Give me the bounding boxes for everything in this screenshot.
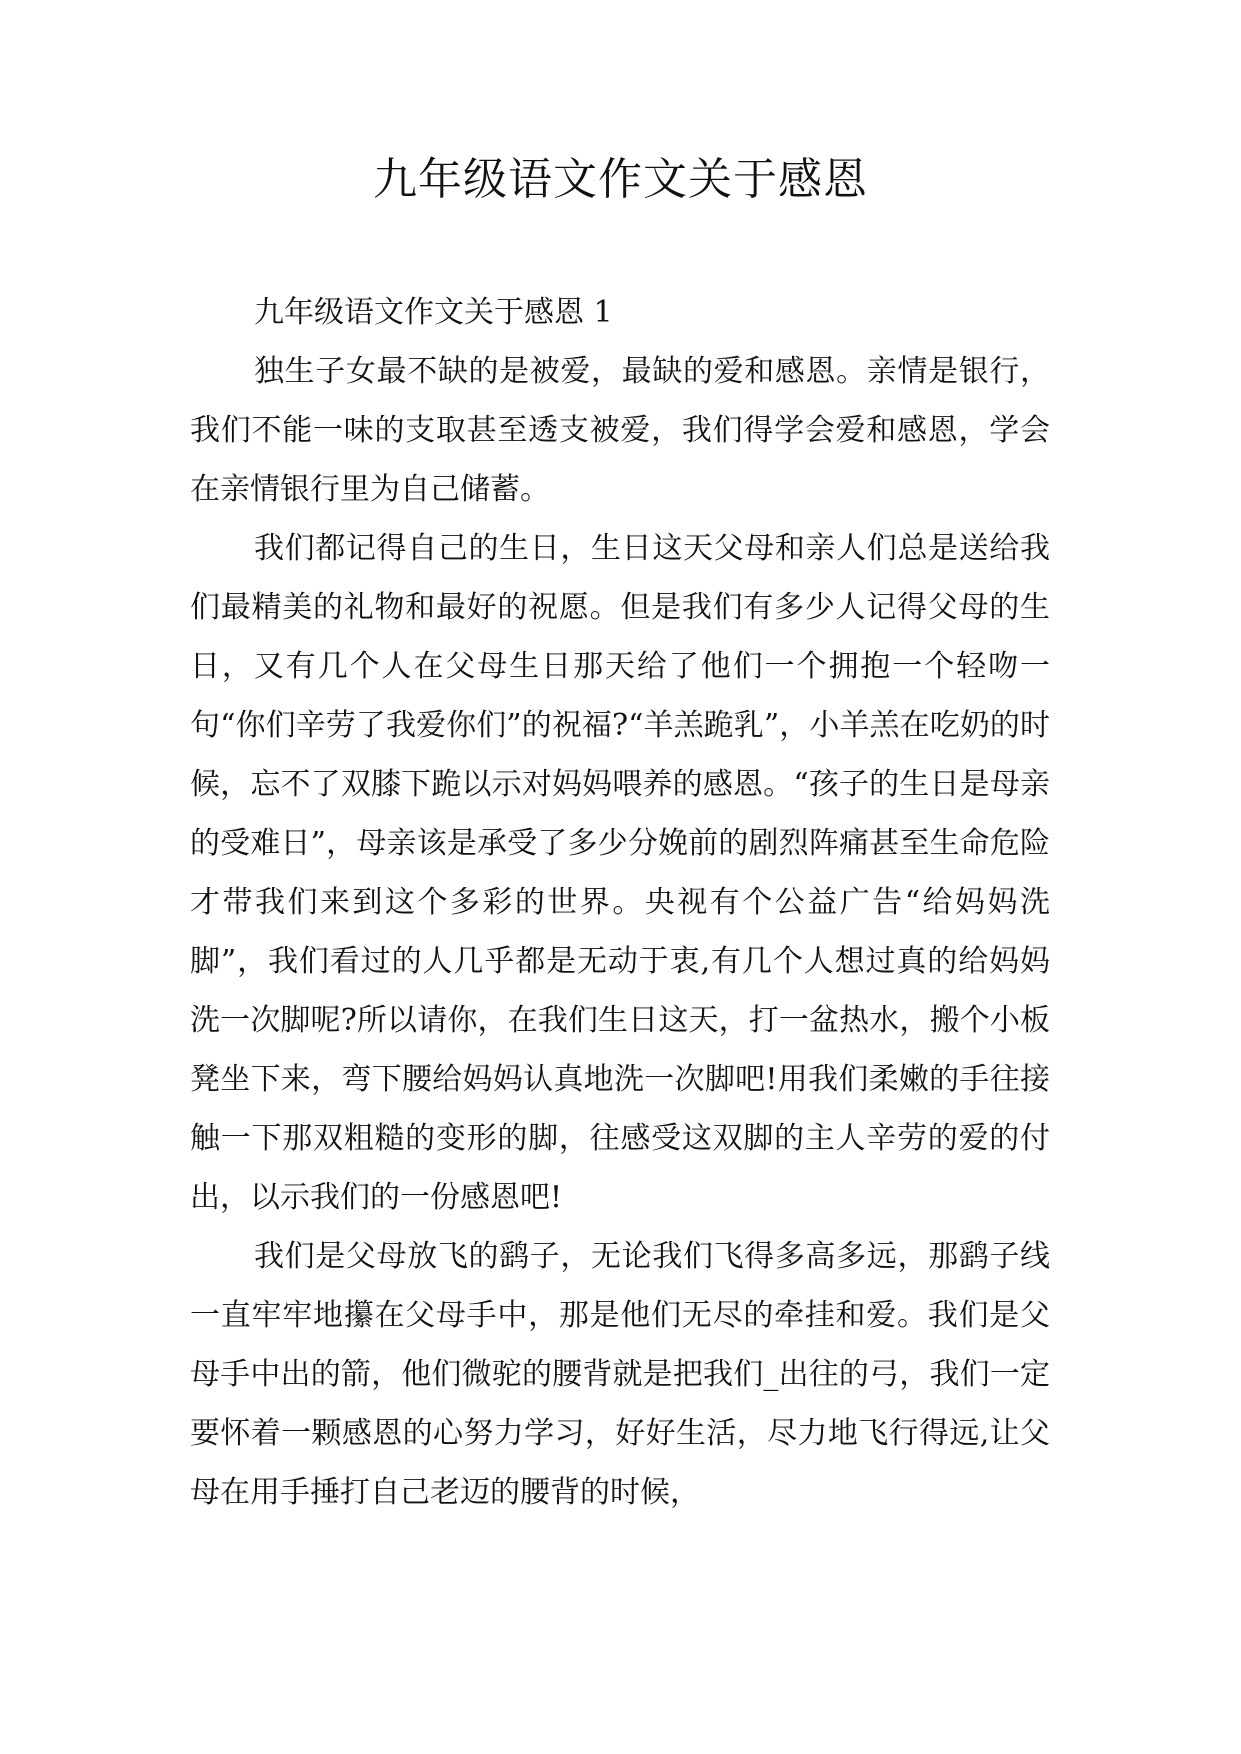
paragraph-1: 独生子女最不缺的是被爱，最缺的爱和感恩。亲情是银行，我们不能一味的支取甚至透支被爱，我们得学会爱和感恩，学会在亲情银行里为自己储蓄。 <box>190 354 1050 507</box>
document-body <box>190 283 1050 1522</box>
paragraph-3: 我们是父母放飞的鹞子，无论我们飞得多高多远，那鹞子线一直牢牢地攥在父母手中，那是他们无尽的牵挂和爱。我们是父母手中出的箭，他们微驼的腰背就是把我们_出往的弓，我们一定要怀着一颗感恩的心努力学习，好好生活，尽力地飞行得远,让父母在用手捶打自己老迈的腰背的时候， <box>190 1239 1050 1510</box>
paragraph-2: 我们都记得自己的生日，生日这天父母和亲人们总是送给我们最精美的礼物和最好的祝愿。但是我们有多少人记得父母的生日，又有几个人在父母生日那天给了他们一个拥抱一个轻吻一句“你们辛劳了我爱你们”的祝福?“羊羔跪乳”，小羊羔在吃奶的时候，忘不了双膝下跪以示对妈妈喂养的感恩。“孩子的生日是母亲的受难日”，母亲该是承受了多少分娩前的剧烈阵痛甚至生命危险才带我们来到这个多彩的世界。央视有个公益广告“给妈妈洗脚”，我们看过的人几乎都是无动于衷,有几个人想过真的给妈妈洗一次脚呢?所以请你，在我们生日这天，打一盆热水，搬个小板凳坐下来，弯下腰给妈妈认真地洗一次脚吧!用我们柔嫩的手往接触一下那双粗糙的变形的脚，往感受这双脚的主人辛劳的爱的付出，以示我们的一份感恩吧! <box>190 531 1050 1215</box>
document-title: 九年级语文作文关于感恩 <box>373 154 868 205</box>
section-heading: 九年级语文作文关于感恩 1 <box>254 295 613 330</box>
